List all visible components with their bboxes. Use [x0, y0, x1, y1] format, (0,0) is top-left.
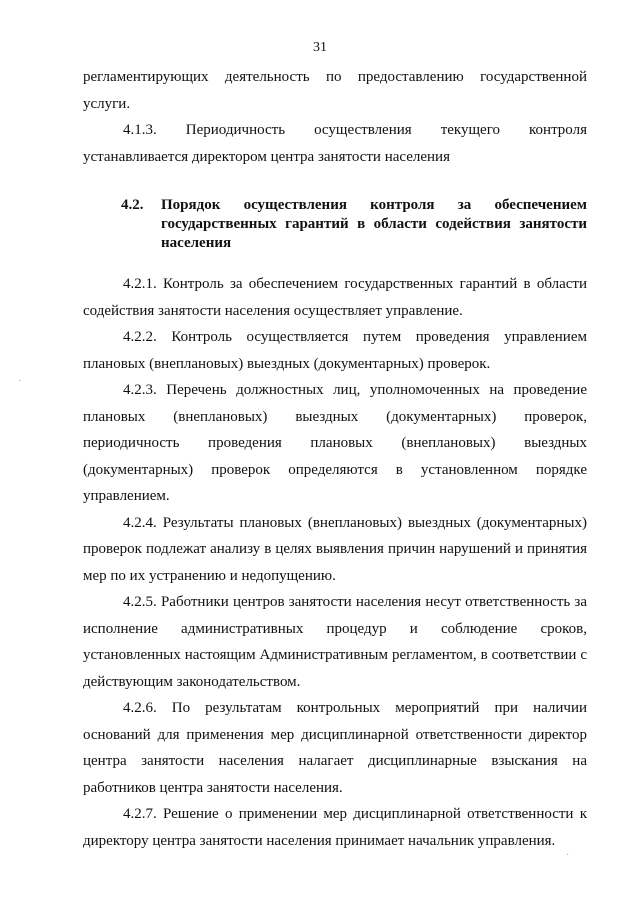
paragraph-4-2-1: 4.2.1. Контроль за обеспечением государственных гарантий в области содействия занятости населения осуществляет управление.	[83, 276, 587, 319]
paragraph-4-2-2: 4.2.2. Контроль осуществляется путем проведения управлением плановых (внеплановых) выездных (документарных) проверок.	[83, 329, 587, 372]
section-number: 4.2.	[121, 197, 144, 213]
paragraph-4-2-5: 4.2.5. Работники центров занятости населения несут ответственность за исполнение административных процедур и соблюдение сроков, установленных настоящим Административным регламентом, в соответствии с действующим законодательством.	[83, 594, 587, 690]
paragraph-4-2-3: 4.2.3. Перечень должностных лиц, уполномоченных на проведение плановых (внеплановых) выездных (документарных) проверок, периодичность проведения плановых (внеплановых) выездных (документарных) проверок определяются в установленном порядке управлением.	[83, 382, 587, 504]
paragraph-continuation: регламентирующих деятельность по предоставлению государственной услуги.	[83, 69, 587, 112]
document-body	[83, 64, 587, 854]
section-title: Порядок осуществления контроля за обеспечением государственных гарантий в области содействия занятости населения	[161, 197, 587, 251]
paragraph-4-2-6: 4.2.6. По результатам контрольных мероприятий при наличии оснований для применения мер дисциплинарной ответственности директор центра занятости населения налагает дисциплинарные взыскания на работников центра занятости населения.	[83, 700, 587, 796]
section-heading	[121, 196, 587, 253]
paragraph-4-2-7: 4.2.7. Решение о применении мер дисциплинарной ответственности к директору центра занятости населения принимает начальник управления.	[83, 806, 587, 849]
scan-mark: ·	[18, 376, 22, 387]
paragraph-4-1-3: 4.1.3. Периодичность осуществления текущего контроля устанавливается директором центра занятости населения	[83, 122, 587, 165]
page-number: 31	[313, 40, 327, 55]
paragraph-4-2-4: 4.2.4. Результаты плановых (внеплановых) выездных (документарных) проверок подлежат анализу в целях выявления причин нарушений и принятия мер по их устранению и недопущению.	[83, 514, 587, 584]
scan-mark: ·	[566, 850, 570, 861]
